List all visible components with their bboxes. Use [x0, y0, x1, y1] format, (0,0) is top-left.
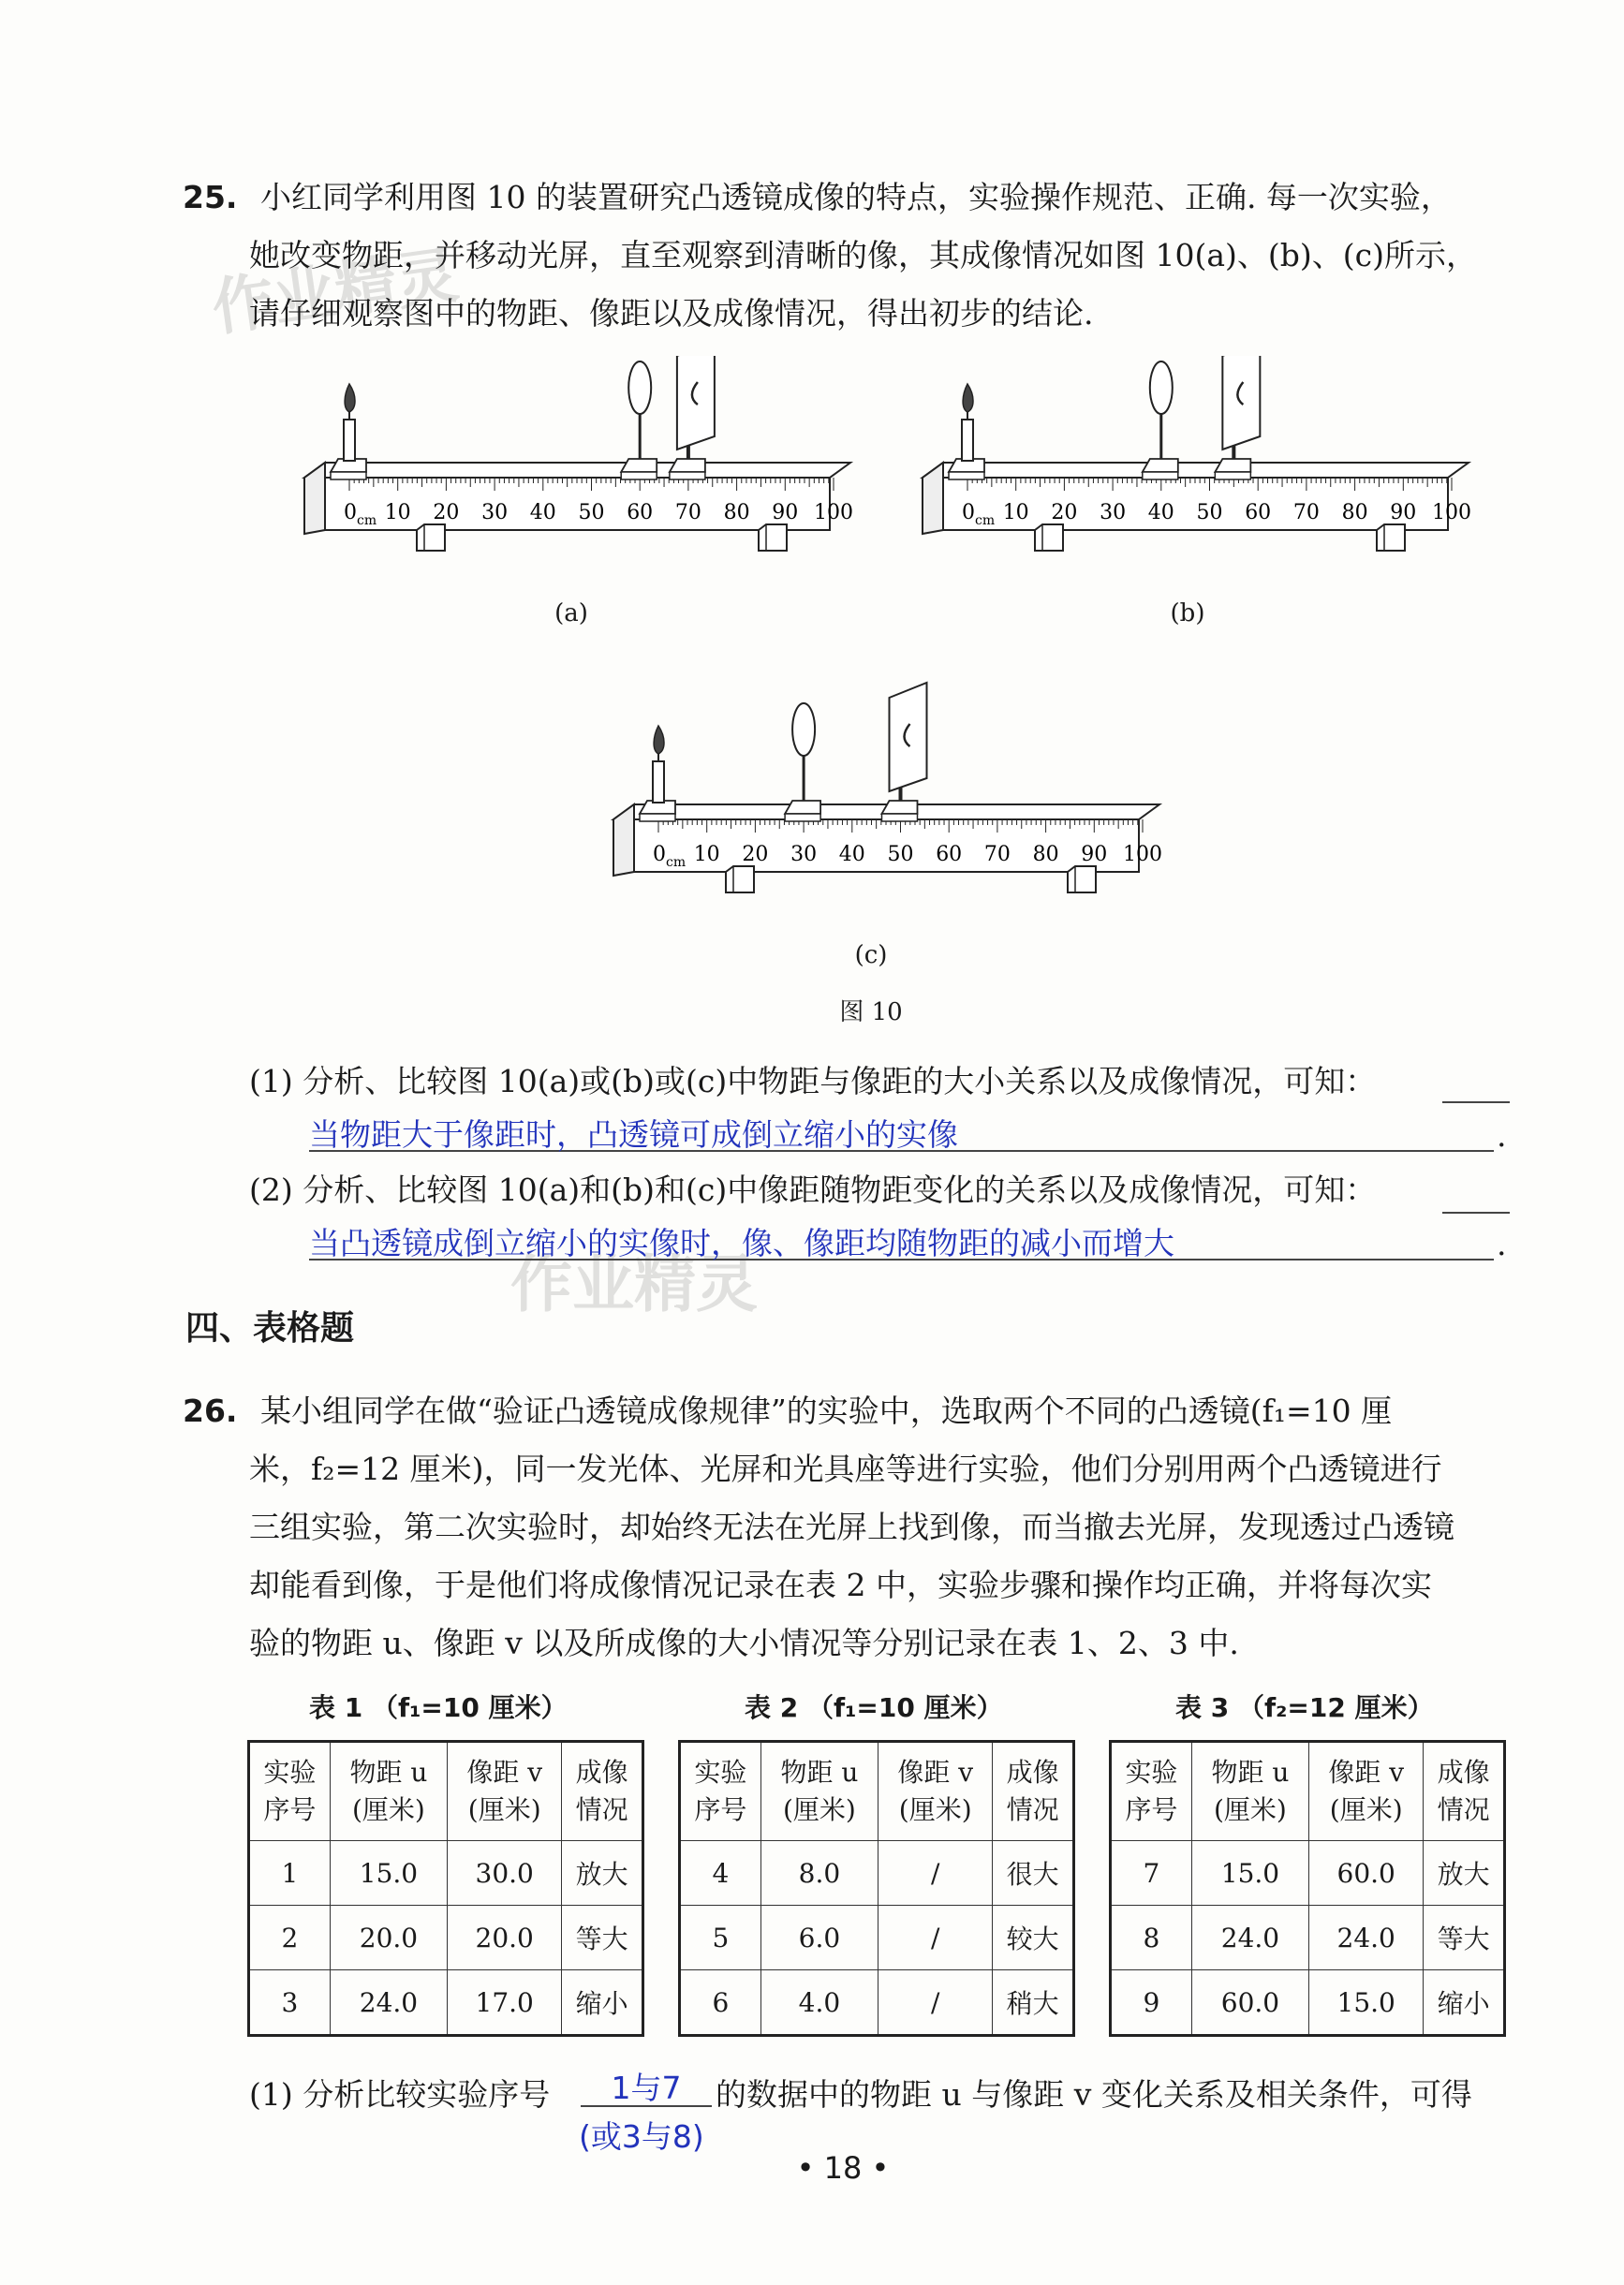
bench-top: [304, 463, 850, 478]
ruler-label: 70: [983, 843, 1011, 866]
table-cell: 60.0: [1191, 1970, 1308, 2036]
ruler-label-zero: 0: [653, 843, 666, 866]
figure-b-label: (b): [1170, 599, 1205, 627]
table-cell: 20.0: [448, 1906, 562, 1970]
ruler-label: 90: [1390, 501, 1417, 524]
ruler-label: 90: [1081, 843, 1108, 866]
ruler-label: 80: [1341, 501, 1368, 524]
screen-holder-base: [882, 814, 918, 821]
bench-foot: [1035, 524, 1063, 551]
ruler-label: 80: [723, 501, 750, 524]
table-row: [249, 1841, 643, 1906]
ruler-label: 100: [1432, 501, 1471, 524]
ruler-label: 90: [772, 501, 799, 524]
ruler-label-unit: cm: [975, 513, 996, 528]
table-cell: 较大: [993, 1906, 1074, 1970]
table-2: [678, 1740, 1075, 2037]
screen-holder: [670, 459, 705, 472]
lens-holder-base: [621, 472, 657, 479]
candle-flame: [654, 726, 664, 754]
table-cell: 稍大: [993, 1970, 1074, 2036]
page-number: • 18 •: [796, 2150, 890, 2186]
table-cell: 5: [680, 1906, 761, 1970]
q25-sub2-period: .: [1497, 1226, 1507, 1262]
table-cell: 6.0: [760, 1906, 878, 1970]
ruler-label: 50: [1196, 501, 1223, 524]
table-header-row: [680, 1742, 1074, 1841]
table-cell: 24.0: [1191, 1906, 1308, 1970]
figure-c-label: (c): [854, 941, 888, 969]
bench-side: [304, 463, 325, 534]
ruler-label: 20: [433, 501, 460, 524]
table-header-cell: 成像 情况: [993, 1742, 1074, 1841]
ruler-label: 20: [1051, 501, 1078, 524]
ruler-label-unit: cm: [357, 513, 377, 528]
ruler-label-unit: cm: [666, 855, 687, 870]
lens: [628, 361, 651, 414]
q25-sub2-blank-end: [1442, 1212, 1510, 1214]
table-cell: /: [878, 1906, 993, 1970]
screen-holder: [882, 801, 918, 814]
table-cell: 缩小: [562, 1970, 643, 2036]
table-cell: 30.0: [448, 1841, 562, 1906]
bench-side: [613, 804, 634, 876]
ruler-label: 40: [1147, 501, 1174, 524]
candle-body: [344, 420, 355, 461]
q25-sub1-answer-line[interactable]: [309, 1111, 1494, 1152]
table-cell: 17.0: [448, 1970, 562, 2036]
bench-foot: [759, 524, 787, 551]
q25-line1: [183, 169, 1452, 227]
table-cell: 20.0: [330, 1906, 447, 1970]
table-cell: 8: [1111, 1906, 1192, 1970]
q26-number: 26.: [183, 1393, 238, 1429]
table-cell: 3: [249, 1970, 331, 2036]
q25-sub2-answer: 当凸透镜成倒立缩小的实像时，像、像距均随物距的减小而增大: [309, 1225, 1174, 1261]
q26-sub1-answer-b: (或3与8): [579, 2118, 704, 2155]
table-cell: 15.0: [330, 1841, 447, 1906]
ruler-label: 40: [529, 501, 556, 524]
table-cell: 60.0: [1309, 1841, 1424, 1906]
candle-flame: [963, 384, 973, 412]
table-row: [1111, 1970, 1505, 2036]
ruler-label: 10: [693, 843, 720, 866]
table-cell: 缩小: [1424, 1970, 1505, 2036]
table-cell: 4.0: [760, 1970, 878, 2036]
ruler-label: 30: [1100, 501, 1127, 524]
table-cell: 很大: [993, 1841, 1074, 1906]
table-header-cell: 像距 v (厘米): [1309, 1742, 1424, 1841]
table-cell: 放大: [562, 1841, 643, 1906]
q26-text-line2: 米，f₂=12 厘米)，同一发光体、光屏和光具座等进行实验，他们分别用两个凸透镜进行: [249, 1451, 1442, 1487]
q25-text-line2: 她改变物距，并移动光屏，直至观察到清晰的像，其成像情况如图 10(a)、(b)、(c)所示，: [249, 237, 1478, 273]
table-header-cell: 实验 序号: [1111, 1742, 1192, 1841]
table-row: [680, 1970, 1074, 2036]
light-screen: [890, 683, 927, 791]
table-cell: 1: [249, 1841, 331, 1906]
table-header-cell: 物距 u (厘米): [760, 1742, 878, 1841]
table-header-cell: 成像 情况: [1424, 1742, 1505, 1841]
ruler-label: 70: [674, 501, 701, 524]
bench-foot: [1377, 524, 1405, 551]
table-cell: 6: [680, 1970, 761, 2036]
lens-holder-base: [785, 814, 820, 821]
q26-text-line1: 某小组同学在做“验证凸透镜成像规律”的实验中，选取两个不同的凸透镜(f₁=10 厘: [259, 1393, 1393, 1429]
table-cell: /: [878, 1970, 993, 2036]
q26-text-line3: 三组实验，第二次实验时，却始终无法在光屏上找到像，而当撤去光屏，发现透过凸透镜: [249, 1509, 1454, 1545]
table-row: [249, 1906, 643, 1970]
table-cell: 15.0: [1191, 1841, 1308, 1906]
table-header-cell: 物距 u (厘米): [330, 1742, 447, 1841]
ruler-label: 30: [481, 501, 509, 524]
table-cell: 15.0: [1309, 1970, 1424, 2036]
table-1: [247, 1740, 644, 2037]
table-row: [680, 1906, 1074, 1970]
table-cell: 等大: [562, 1906, 643, 1970]
table-row: [1111, 1906, 1505, 1970]
candle-holder-base: [331, 472, 366, 479]
q26-sub1-answer-blank[interactable]: [581, 2064, 712, 2107]
q26-sub1-answer-a: 1与7: [611, 2070, 682, 2106]
lens: [1150, 361, 1173, 414]
figure-a-label: (a): [554, 599, 588, 627]
figure-caption: 图 10: [839, 998, 903, 1026]
ruler-label: 60: [627, 501, 654, 524]
bench-foot: [417, 524, 445, 551]
q25-sub2-answer-line[interactable]: [309, 1219, 1494, 1260]
table-row: [1111, 1841, 1505, 1906]
table-header-cell: 像距 v (厘米): [448, 1742, 562, 1841]
table-cell: 7: [1111, 1841, 1192, 1906]
table-cell: 放大: [1424, 1841, 1505, 1906]
q26-text-line5: 验的物距 u、像距 v 以及所成像的大小情况等分别记录在表 1、2、3 中.: [249, 1625, 1239, 1661]
ruler-label: 60: [936, 843, 963, 866]
table3-caption: 表 3 （f₂=12 厘米）: [1175, 1692, 1434, 1723]
q25-text-line1: 小红同学利用图 10 的装置研究凸透镜成像的特点，实验操作规范、正确. 每一次实验，: [259, 179, 1452, 215]
ruler-label: 80: [1032, 843, 1059, 866]
table-cell: 24.0: [1309, 1906, 1424, 1970]
candle-flame: [345, 384, 355, 412]
lens-holder-base: [1143, 472, 1178, 479]
lens-holder: [621, 459, 657, 472]
table-cell: 等大: [1424, 1906, 1505, 1970]
table-header-cell: 实验 序号: [680, 1742, 761, 1841]
screen-holder-base: [1215, 472, 1250, 479]
table-cell: 24.0: [330, 1970, 447, 2036]
q25-sub1-text: (1) 分析、比较图 10(a)或(b)或(c)中物距与像距的大小关系以及成像情况，可知：: [249, 1063, 1377, 1099]
q26-line1: [183, 1382, 1392, 1440]
ruler-label-zero: 0: [344, 501, 357, 524]
table-cell: 9: [1111, 1970, 1192, 2036]
q26-sub1-suffix: 的数据中的物距 u 与像距 v 变化关系及相关条件，可得: [716, 2076, 1472, 2113]
screen-holder-base: [670, 472, 705, 479]
table-cell: 2: [249, 1906, 331, 1970]
ruler-label: 30: [790, 843, 818, 866]
table-header-cell: 物距 u (厘米): [1191, 1742, 1308, 1841]
candle-holder-base: [640, 814, 675, 821]
q26-text-line4: 却能看到像，于是他们将成像情况记录在表 2 中，实验步骤和操作均正确，并将每次实: [249, 1567, 1432, 1603]
bench-foot: [726, 866, 754, 892]
ruler-label: 100: [1123, 843, 1162, 866]
watermark: 作业精灵: [510, 1248, 758, 1320]
candle-holder-base: [949, 472, 984, 479]
table-header-cell: 实验 序号: [249, 1742, 331, 1841]
table-cell: /: [878, 1841, 993, 1906]
ruler-label-zero: 0: [962, 501, 975, 524]
q25-sub1-answer: 当物距大于像距时，凸透镜可成倒立缩小的实像: [309, 1116, 958, 1153]
table-header-row: [1111, 1742, 1505, 1841]
table-row: [680, 1841, 1074, 1906]
table2-caption: 表 2 （f₁=10 厘米）: [745, 1692, 1003, 1723]
ruler-label: 70: [1292, 501, 1320, 524]
table-cell: 8.0: [760, 1841, 878, 1906]
bench-top: [923, 463, 1469, 478]
watermark: 作业精灵: [207, 238, 463, 345]
ruler-label: 10: [1002, 501, 1029, 524]
table-header-cell: 像距 v (厘米): [878, 1742, 993, 1841]
q25-text-line3: 请仔细观察图中的物距、像距以及成像情况，得出初步的结论.: [249, 295, 1094, 332]
lens-holder: [1143, 459, 1178, 472]
ruler-label: 50: [887, 843, 914, 866]
ruler-label: 40: [838, 843, 865, 866]
ruler-label: 10: [384, 501, 411, 524]
q25-sub1-period: .: [1497, 1117, 1507, 1154]
figure-10: [0, 356, 1624, 1011]
table-header-row: [249, 1742, 643, 1841]
table-header-cell: 成像 情况: [562, 1742, 643, 1841]
ruler-label: 100: [814, 501, 853, 524]
q25-sub2-text: (2) 分析、比较图 10(a)和(b)和(c)中像距随物距变化的关系以及成像情况，可知：: [249, 1172, 1377, 1208]
screen-holder: [1215, 459, 1250, 472]
table1-caption: 表 1 （f₁=10 厘米）: [309, 1692, 568, 1723]
bench-foot: [1068, 866, 1096, 892]
candle-body: [962, 420, 973, 461]
ruler-label: 50: [578, 501, 605, 524]
section-title: 四、表格题: [185, 1309, 355, 1348]
q26-sub1-prefix: (1) 分析比较实验序号: [249, 2076, 551, 2113]
table-3: [1109, 1740, 1506, 2037]
table-row: [249, 1970, 643, 2036]
lens-holder: [785, 801, 820, 814]
table-cell: 4: [680, 1841, 761, 1906]
ruler-label: 60: [1245, 501, 1272, 524]
lens: [792, 703, 815, 756]
candle-body: [653, 761, 664, 803]
q25-sub1-blank-end: [1442, 1101, 1510, 1103]
q25-number: 25.: [183, 179, 238, 215]
ruler-label: 20: [742, 843, 769, 866]
bench-side: [923, 463, 943, 534]
